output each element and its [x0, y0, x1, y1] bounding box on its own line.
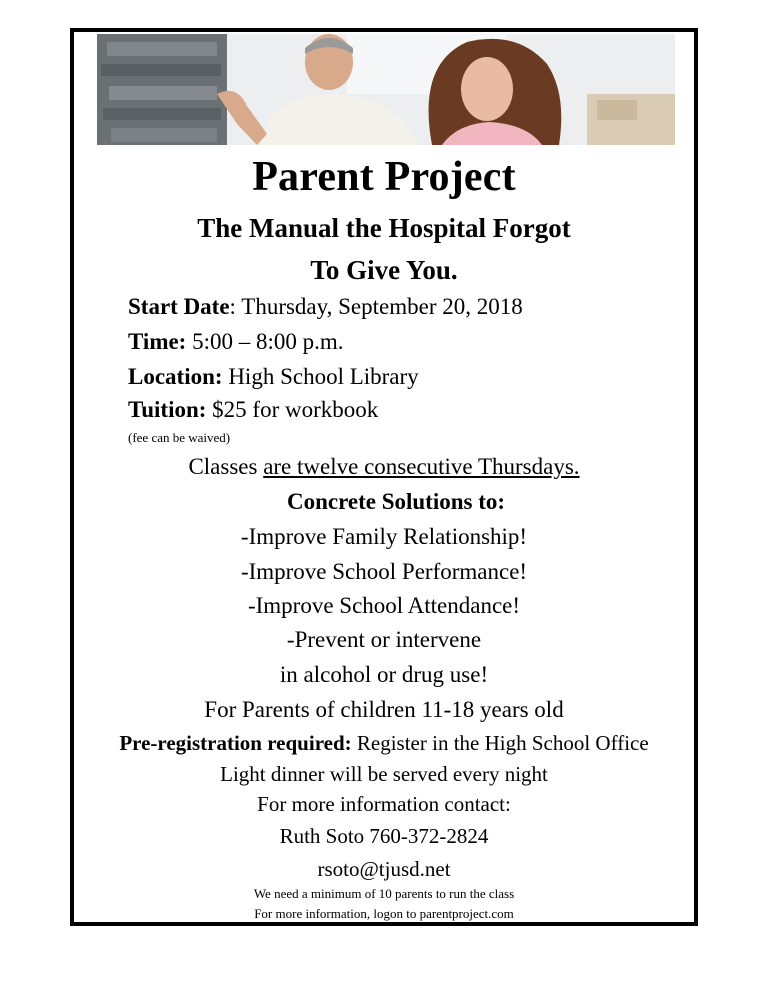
location-line [128, 362, 419, 392]
classes-line [74, 452, 694, 482]
time-value: 5:00 – 8:00 p.m. [186, 329, 344, 354]
list-item: -Improve School Attendance! [247, 593, 521, 618]
parent-teen-photo-icon [97, 34, 675, 145]
contact-email: rsoto@tjusd.net [317, 857, 451, 881]
tuition-value: $25 for workbook [206, 397, 379, 422]
list-item: in alcohol or drug use! [279, 662, 489, 687]
start-date-label: Start Date [128, 294, 230, 319]
preregistration-value: Register in the High School Office [351, 731, 649, 755]
location-value: High School Library [222, 364, 419, 389]
page-title: Parent Project [252, 154, 516, 200]
preregistration-label: Pre-registration required: [119, 731, 352, 755]
tuition-label: Tuition: [128, 397, 207, 422]
tuition-line [128, 395, 378, 425]
start-date-value: : Thursday, September 20, 2018 [229, 294, 523, 319]
list-item: -Prevent or intervene [286, 627, 482, 652]
audience-line: For Parents of children 11-18 years old [204, 697, 564, 722]
more-info-line: For more information contact: [257, 792, 511, 816]
dinner-line: Light dinner will be served every night [220, 762, 548, 786]
time-label: Time: [128, 329, 187, 354]
time-line [128, 327, 344, 357]
subtitle-line-1: The Manual the Hospital Forgot [197, 213, 571, 243]
location-label: Location: [128, 364, 223, 389]
list-item: -Improve School Performance! [240, 559, 528, 584]
list-item: -Improve Family Relationship! [240, 524, 528, 549]
footer-note-website: For more information, logon to parentproject.com [254, 906, 514, 921]
classes-underlined: are twelve consecutive Thursdays. [263, 454, 580, 479]
subtitle-line-2: To Give You. [310, 255, 458, 285]
classes-prefix: Classes [188, 454, 264, 479]
fee-note: (fee can be waived) [128, 430, 231, 445]
footer-note-minimum: We need a minimum of 10 parents to run the class [253, 886, 515, 901]
start-date-line [128, 292, 523, 322]
preregistration-line [74, 729, 694, 757]
contact-line: Ruth Soto 760-372-2824 [279, 824, 489, 848]
solutions-heading: Concrete Solutions to: [286, 489, 506, 514]
